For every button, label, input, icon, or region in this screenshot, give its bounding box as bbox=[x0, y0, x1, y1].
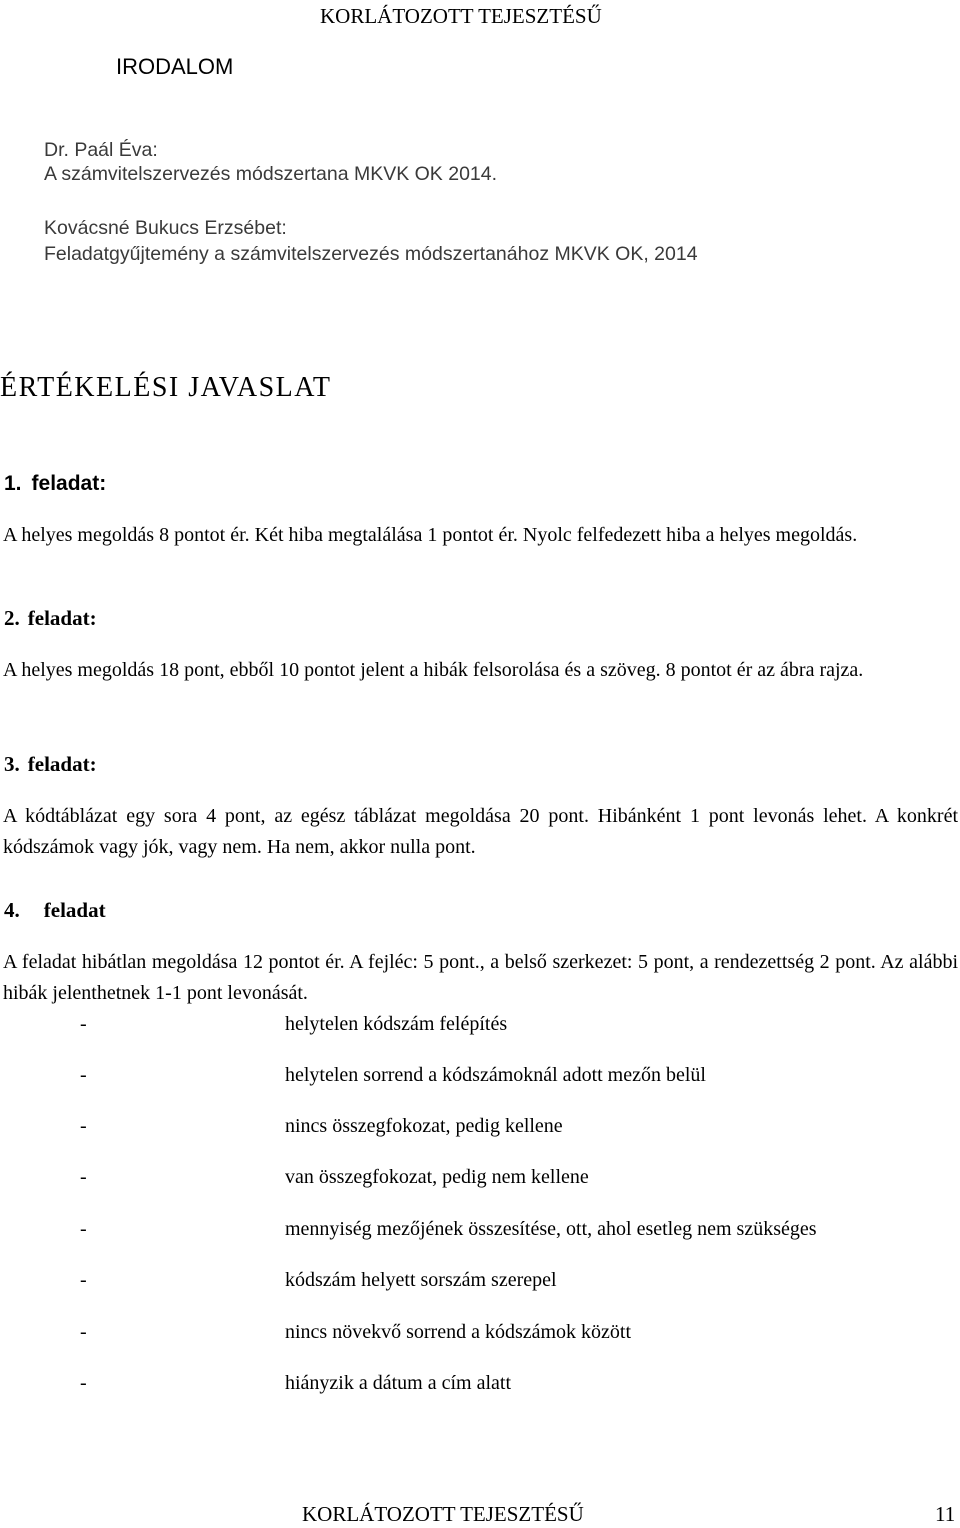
list-bullet-dash: - bbox=[80, 1064, 87, 1086]
reference-title: Feladatgyűjtemény a számvitelszervezés módszertanához MKVK OK, 2014 bbox=[44, 243, 698, 265]
list-bullet-dash: - bbox=[80, 1321, 87, 1343]
task-number: 2. bbox=[4, 606, 20, 630]
evaluation-title: ÉRTÉKELÉSI JAVASLAT bbox=[0, 372, 332, 403]
list-item: hiányzik a dátum a cím alatt bbox=[285, 1372, 512, 1394]
task-description: A helyes megoldás 18 pont, ebből 10 pontot jelent a hibák felsorolása és a szöveg. 8 pontot ér az ábra rajza. bbox=[3, 659, 864, 681]
task-description: A kódtáblázat egy sora 4 pont, az egész táblázat megoldása 20 pont. Hibánként 1 pont levonás lehet. A konkrét kódszámok vagy jók, vagy nem. Ha nem, akkor nulla pont. bbox=[3, 805, 958, 858]
task-label: feladat bbox=[43, 898, 106, 922]
task-heading bbox=[4, 898, 106, 923]
list-item: van összegfokozat, pedig nem kellene bbox=[285, 1166, 589, 1188]
list-bullet-dash: - bbox=[80, 1269, 87, 1291]
literature-heading: IRODALOM bbox=[116, 54, 234, 79]
task-description: A helyes megoldás 8 pontot ér. Két hiba megtalálása 1 pontot ér. Nyolc felfedezett hiba a helyes megoldás. bbox=[3, 524, 858, 546]
list-item: helytelen kódszám felépítés bbox=[285, 1013, 508, 1035]
list-bullet-dash: - bbox=[80, 1013, 87, 1035]
list-bullet-dash: - bbox=[80, 1166, 87, 1188]
task-heading bbox=[4, 472, 106, 496]
page-number: 11 bbox=[935, 1502, 956, 1526]
task-description: A feladat hibátlan megoldása 12 pontot ér. A fejléc: 5 pont., a belső szerkezet: 5 pont, a rendezettség 2 pont. Az alábbi hibák jelenthetnek 1-1 pont levonását. bbox=[3, 951, 958, 1004]
footer-restriction-label: KORLÁTOZOTT TEJESZTÉSŰ bbox=[302, 1502, 584, 1526]
task-number: 4. bbox=[4, 898, 20, 922]
task-label: feladat: bbox=[27, 752, 97, 776]
list-item: nincs növekvő sorrend a kódszámok között bbox=[285, 1321, 632, 1343]
list-item: kódszám helyett sorszám szerepel bbox=[285, 1269, 557, 1291]
task-heading bbox=[4, 752, 97, 777]
task-label: feladat: bbox=[27, 606, 97, 630]
task-label: feladat: bbox=[31, 472, 107, 495]
reference-author: Kovácsné Bukucs Erzsébet: bbox=[44, 217, 287, 239]
list-bullet-dash: - bbox=[80, 1115, 87, 1137]
reference-title: A számvitelszervezés módszertana MKVK OK 2014. bbox=[44, 163, 498, 185]
task-number: 1. bbox=[4, 472, 22, 495]
list-item: helytelen sorrend a kódszámoknál adott mezőn belül bbox=[285, 1064, 706, 1086]
header-restriction-label: KORLÁTOZOTT TEJESZTÉSŰ bbox=[320, 4, 602, 28]
reference-author: Dr. Paál Éva: bbox=[44, 139, 158, 161]
task-number: 3. bbox=[4, 752, 20, 776]
list-bullet-dash: - bbox=[80, 1372, 87, 1394]
list-item: nincs összegfokozat, pedig kellene bbox=[285, 1115, 563, 1137]
list-bullet-dash: - bbox=[80, 1218, 87, 1240]
task-heading bbox=[4, 606, 97, 631]
list-item: mennyiség mezőjének összesítése, ott, ahol esetleg nem szükséges bbox=[285, 1218, 817, 1240]
